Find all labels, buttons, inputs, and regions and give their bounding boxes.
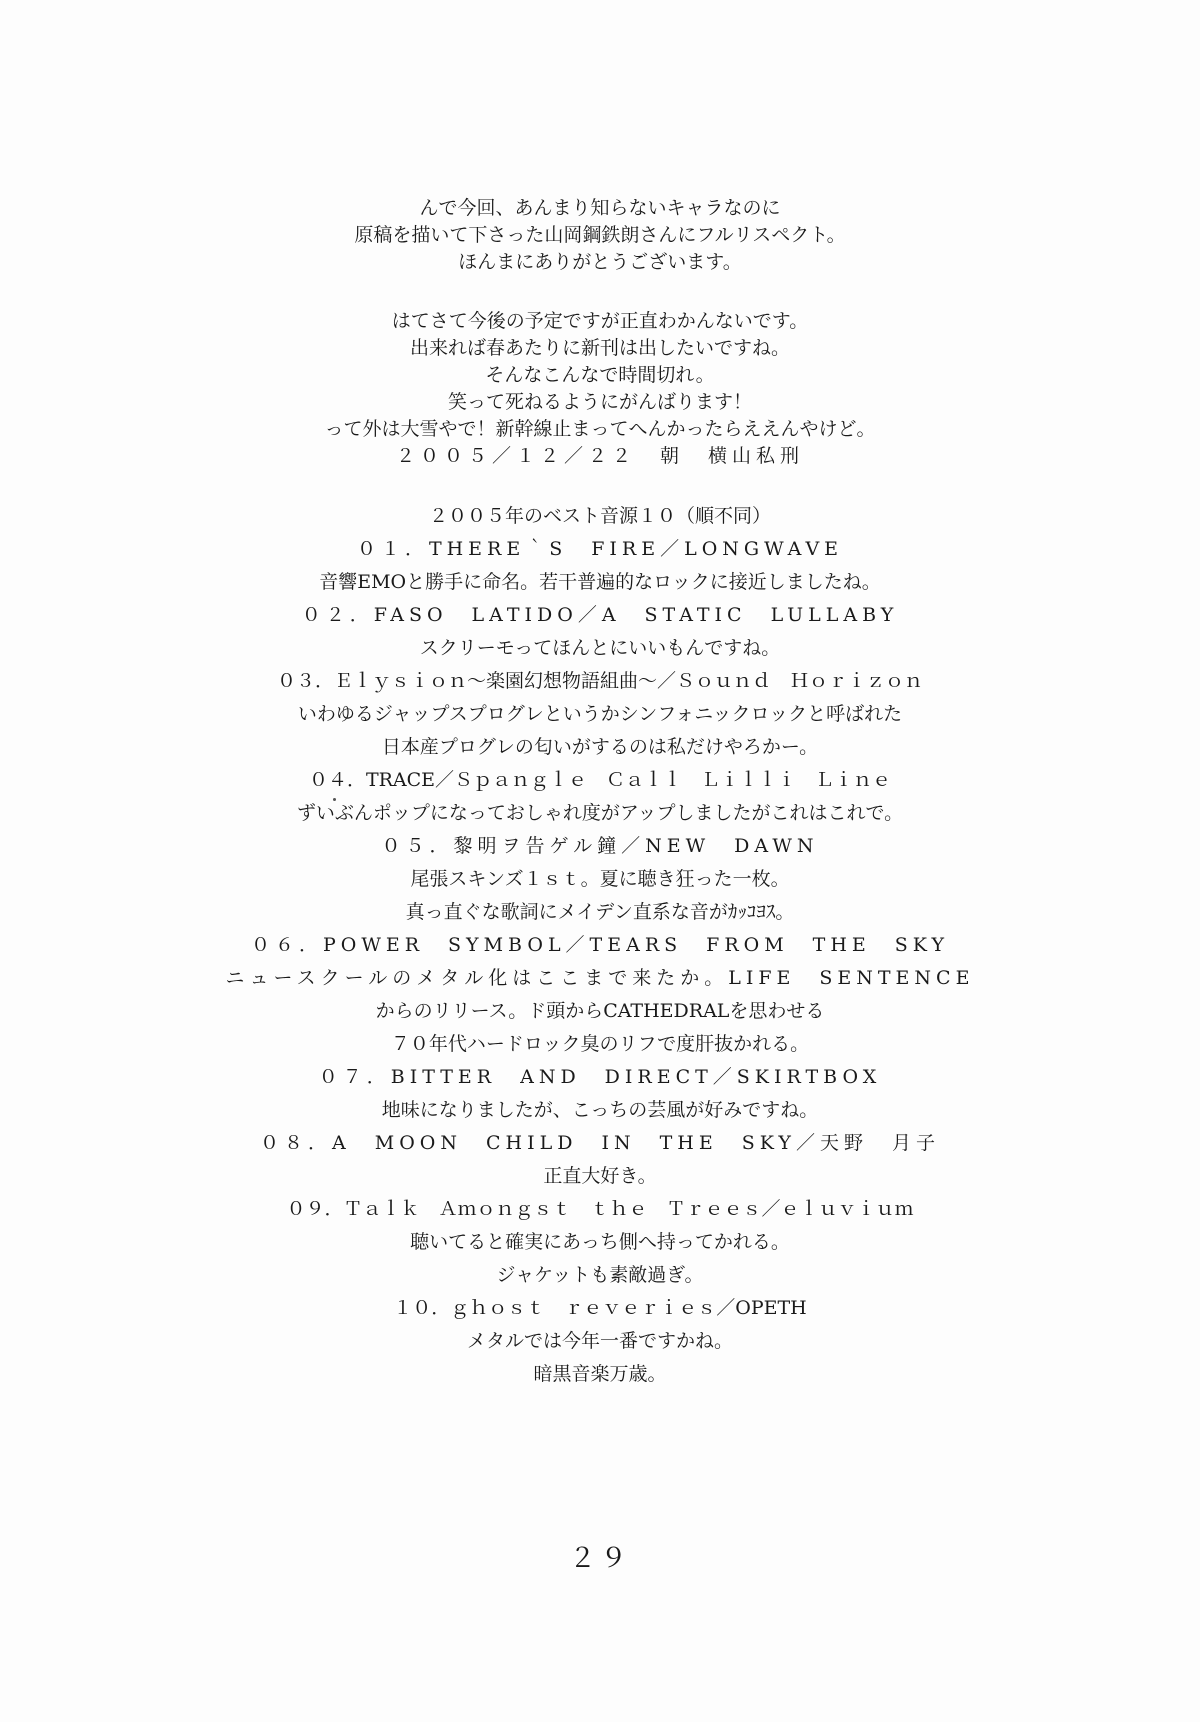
afterword-line: 出来れば春あたりに新刊は出したいですね。 [409,337,790,359]
afterword-signature: ２００５／１２／２２ 朝 横山私刑 [395,445,804,467]
afterword-line: そんなこんなで時間切れ。 [485,364,715,386]
list-entry-comment: 真っ直ぐな歌詞にメイデン直系な音がｶｯｺﾖｽ。 [405,901,795,923]
list-entry-title: ０６．POWER SYMBOL／TEARS FROM THE SKY [250,934,950,956]
page-number: ２９ [569,1543,631,1574]
list-entry-comment: 聴いてると確実にあっち側へ持ってかれる。 [410,1231,790,1253]
best-list-heading: ２００５年のベスト音源１０（順不同） [428,505,771,527]
afterword-line: って外は大雪やで！新幹線止まってへんかったらええんやけど。 [324,418,876,440]
list-entry-comment: いわゆるジャップスプログレというかシンフォニックロックと呼ばれた [297,703,903,725]
list-entry-title: ０４．TRACE／Ｓｐａｎｇｌｅ Ｃａｌｌ Ｌｉｌｌｉ Ｌｉｎｅ [308,769,892,791]
afterword-text-block [0,195,1200,1391]
best-list [0,500,1200,1391]
list-entry-comment: ジャケットも素敵過ぎ。 [496,1264,704,1286]
list-entry-title: ０２．FASO LATIDO／A STATIC LULLABY [301,604,899,626]
list-entry-title: ０７．BITTER AND DIRECT／SKIRTBOX [318,1066,882,1088]
paper-speck [333,798,336,801]
afterword-line: はてさて今後の予定ですが正直わかんないです。 [391,310,809,332]
list-entry-comment: 日本産プログレの匂いがするのは私だけやろかー。 [381,736,819,758]
afterword-line: んで今回、あんまり知らないキャラなのに [419,197,781,219]
list-entry-title: １０．ｇｈｏｓｔ ｒｅｖｅｒｉｅｓ／OPETH [393,1297,807,1319]
list-entry-comment: からのリリース。ド頭からCATHEDRALを思わせる [375,1000,825,1022]
list-entry-comment: 尾張スキンズ１ｓｔ。夏に聴き狂った一枚。 [410,868,790,890]
list-entry-title: ０５．黎明ヲ告ゲル鐘／NEW DAWN [381,835,819,857]
list-entry-comment: メタルでは今年一番ですかね。 [466,1330,733,1352]
list-entry-title: ０１．THERE｀S FIRE／LONGWAVE [356,538,844,560]
list-entry-comment: 音響EMOと勝手に命名。若干普遍的なロックに接近しましたね。 [319,571,881,593]
list-entry-comment: 地味になりましたが、こっちの芸風が好みですね。 [381,1099,819,1121]
list-entry-comment: ７０年代ハードロック臭のリフで度肝抜かれる。 [390,1033,810,1055]
list-entry-comment: ニュースクールのメタル化はここまで来たか。LIFE SENTENCE [225,967,975,989]
list-entry-comment: スクリーモってほんとにいいもんですね。 [419,637,781,659]
afterword-line: 原稿を描いて下さった山岡鋼鉄朗さんにフルリスペクト。 [354,224,846,246]
list-entry-title: ０９．Ｔａｌｋ Ａｍｏｎｇｓｔ ｔｈｅ Ｔｒｅｅｓ／ｅｌｕｖｉｕｍ [286,1198,914,1220]
list-entry-title: ０８．A MOON CHILD IN THE SKY／天野 月子 [260,1132,940,1154]
list-entry-comment: ずいぶんポップになっておしゃれ度がアップしましたがこれはこれで。 [296,802,904,824]
list-entry-title: ０３．Ｅｌｙｓｉｏｎ～楽園幻想物語組曲～／Ｓｏｕｎｄ Ｈｏｒｉｚｏｎ [276,670,923,692]
list-entry-comment: 暗黒音楽万歳。 [533,1363,667,1385]
list-entry-comment: 正直大好き。 [543,1165,657,1187]
afterword-line: ほんまにありがとうございます。 [458,251,742,273]
afterword-line: 笑って死ねるようにがんばります！ [447,391,752,413]
